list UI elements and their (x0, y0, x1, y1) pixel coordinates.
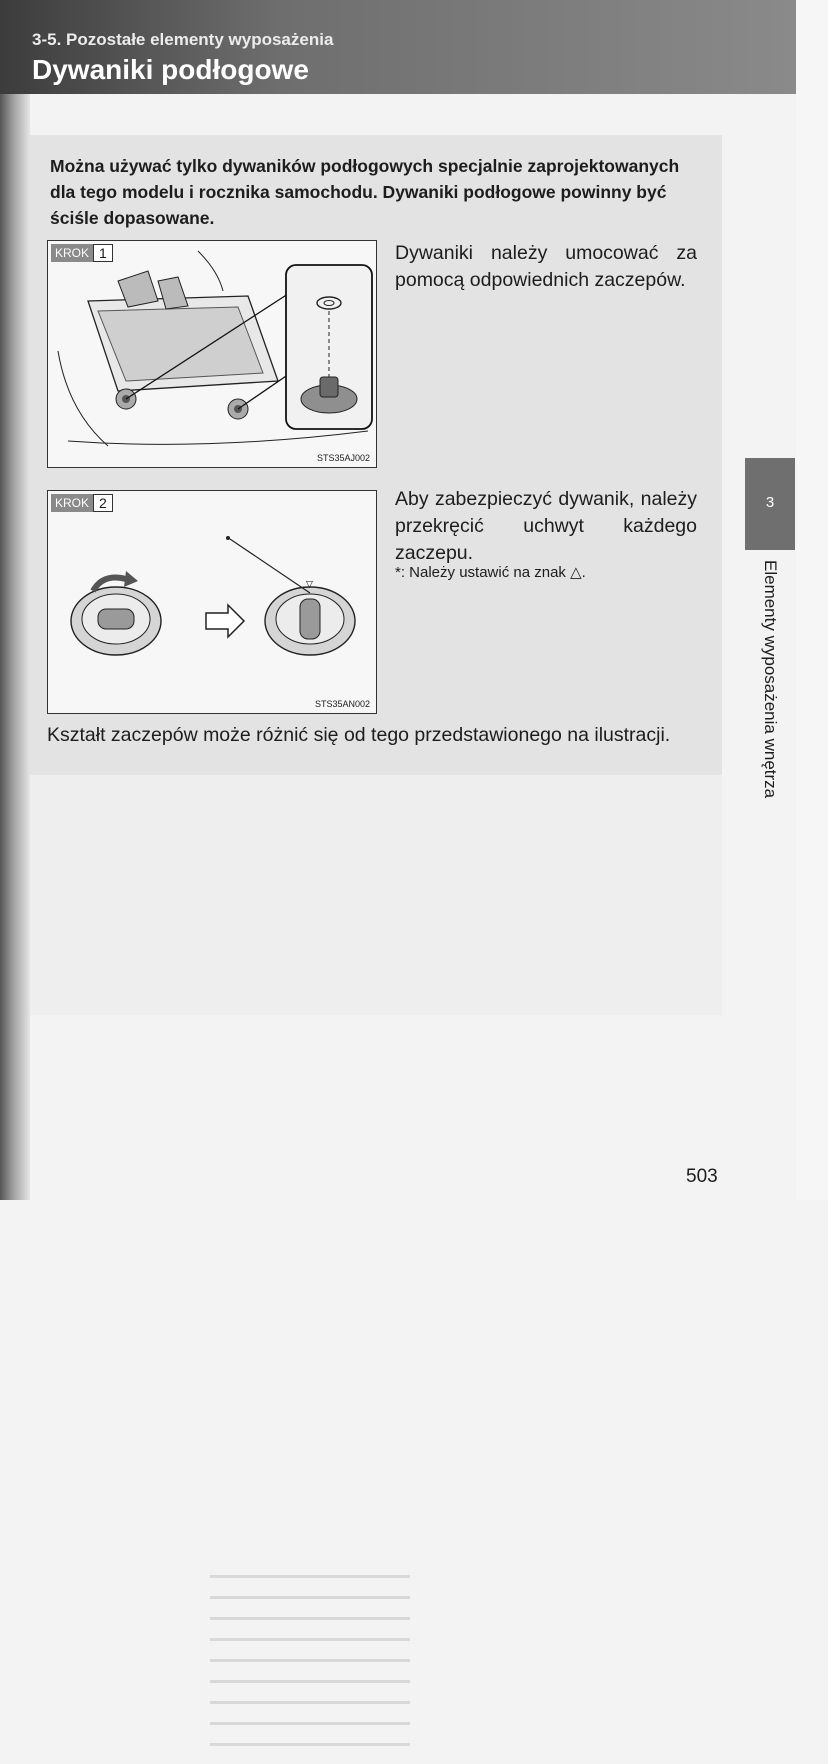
right-margin (796, 0, 828, 1200)
step-number: 2 (93, 494, 113, 512)
intro-warning: Można używać tylko dywaników podłogowych specjalnie zaprojektowanych dla tego modelu i rocznika samochodu. Dywaniki podłogowe powinny być ściśle dopasowane. (50, 156, 680, 228)
image-code: STS35AJ002 (316, 453, 370, 463)
step-2-note: *: Należy ustawić na znak △. (395, 564, 586, 581)
chapter-number: 3 (765, 494, 775, 511)
bleed-through-lines (210, 1575, 410, 1764)
closing-note: Kształt zaczepów może różnić się od tego przedstawionego na ilustracji. (47, 724, 671, 746)
step-2-badge (51, 494, 113, 512)
chapter-title: Elementy wyposażenia wnętrza (761, 560, 780, 799)
step-1-text: Dywaniki należy umocować za pomocą odpowiednich zaczepów. (395, 242, 697, 291)
page-edge-shadow (0, 0, 30, 1200)
step-2-figure (47, 490, 377, 714)
step-label: KROK (51, 494, 93, 512)
image-code: STS35AN002 (314, 699, 370, 709)
step-1-badge (51, 244, 113, 262)
section-label: 3-5. Pozostałe elementy wyposażenia (32, 30, 334, 49)
step-1-figure (47, 240, 377, 468)
bleed-through-area (30, 775, 722, 1015)
step-label: KROK (51, 244, 93, 262)
page-number: 503 (686, 1166, 718, 1187)
chapter-tab (745, 458, 795, 550)
page-header (0, 0, 796, 94)
hook-rotation-illustration (48, 491, 376, 713)
floor-mat-illustration (48, 241, 376, 467)
page-title: Dywaniki podłogowe (32, 54, 309, 85)
svg-text:▽: ▽ (306, 580, 313, 590)
step-number: 1 (93, 244, 113, 262)
step-2-text: Aby zabezpieczyć dywanik, należy przekręcić uchwyt każdego zaczepu. (395, 488, 697, 564)
